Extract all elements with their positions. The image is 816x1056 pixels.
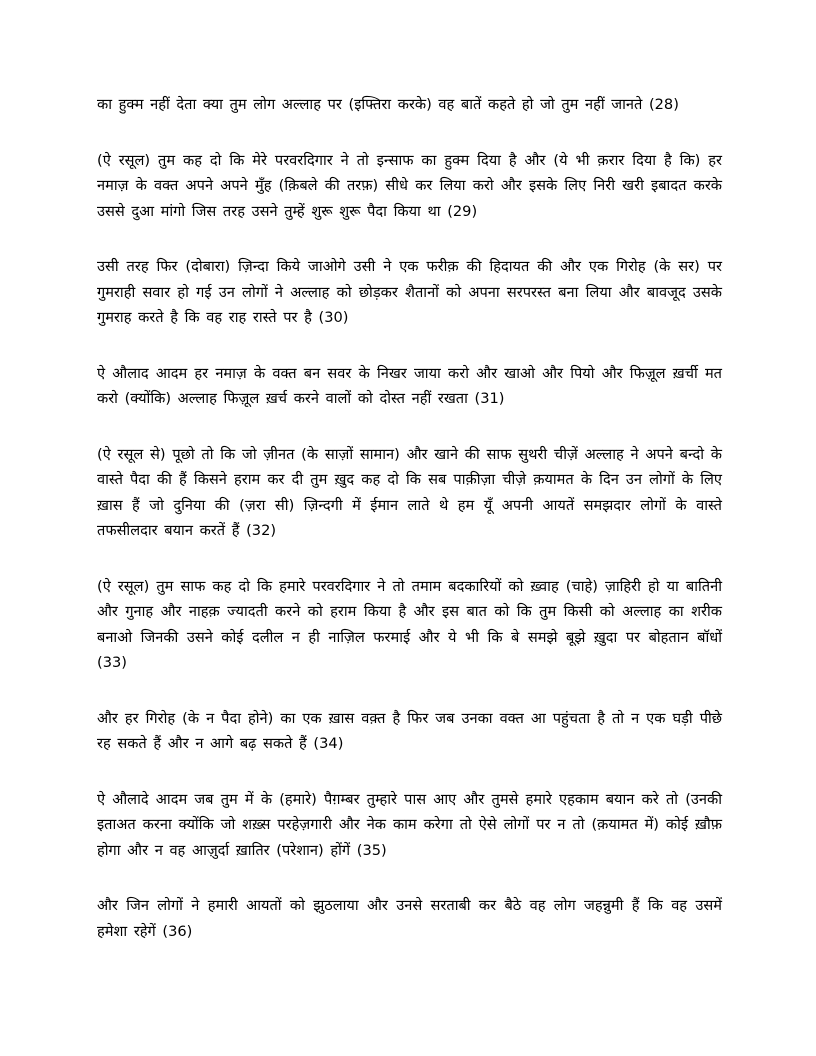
verse-paragraph-28: का हुक्म नहीं देता क्या तुम लोग अल्लाह पर (इफ्तिरा करके) वह बातें कहते हो जो तुम नहीं जानते (28) xyxy=(97,96,679,113)
verse-paragraph-33: (ऐ रसूल) तुम साफ कह दो कि हमारे परवरदिगार ने तो तमाम बदकारियों को ख़्वाह (चाहे) ज़ाहिरी हो या बातिनी और गुनाह और नाहक़ ज्यादती करने को हराम किया है और इस बात को कि तुम किसी को अल्लाह का शरीक बनाओ जिनकी उसने कोई दलील न ही नाज़िल फरमाई और ये भी कि बे समझे बूझे ख़ुदा पर बोहतान बॉधों (33) xyxy=(97,577,722,671)
verse-paragraph-29: (ऐ रसूल) तुम कह दो कि मेरे परवरदिगार ने तो इन्साफ का हुक्म दिया है और (ये भी क़रार दिया है कि) हर नमाज़ के वक्त अपने अपने मुँह (क़िबले की तरफ़) सीधे कर लिया करो और इसके लिए निरी खरी इबादत करके उससे दुआ मांगो जिस तरह उसने तुम्हें शुरू शुरू पैदा किया था (29) xyxy=(97,151,722,220)
verse-paragraph-32: (ऐ रसूल से) पूछो तो कि जो ज़ीनत (के साज़ों सामान) और खाने की साफ सुथरी चीज़ें अल्लाह ने अपने बन्दो के वास्ते पैदा की हैं किसने हराम कर दी तुम ख़ुद कह दो कि सब पाक़ीज़ा चीज़े क़यामत के दिन उन लोगों के लिए ख़ास हैं जो दुनिया की (ज़रा सी) ज़िन्दगी में ईमान लाते थे हम यूँ अपनी आयतें समझदार लोगों के वास्ते तफसीलदार बयान करतें हैं (32) xyxy=(97,445,722,539)
document-page xyxy=(97,92,722,974)
verse-paragraph-36: और जिन लोगों ने हमारी आयतों को झुठलाया और उनसे सरताबी कर बैठे वह लोग जहन्नुमी हैं कि वह उसमें हमेशा रहेगें (36) xyxy=(97,897,722,940)
verse-paragraph-31: ऐ औलाद आदम हर नमाज़ के वक्त बन सवर के निखर जाया करो और खाओ और पियो और फिज़ूल ख़र्ची मत करो (क्योंकि) अल्लाह फिज़ूल ख़र्च करने वालों को दोस्त नहीं रखता (31) xyxy=(97,364,722,407)
verse-paragraph-30: उसी तरह फिर (दोबारा) ज़िन्दा किये जाओगे उसी ने एक फरीक़ की हिदायत की और एक गिरोह (के सर) पर गुमराही सवार हो गई उन लोगों ने अल्लाह को छोड़कर शैतानों को अपना सरपरस्त बना लिया और बावजूद उसके गुमराह करते है कि वह राह रास्ते पर है (30) xyxy=(97,258,722,326)
verse-paragraph-35: ऐ औलादे आदम जब तुम में के (हमारे) पैग़म्बर तुम्हारे पास आए और तुमसे हमारे एहकाम बयान करे तो (उनकी इताअत करना क्योंकि जो शख़्स परहेज़गारी और नेक काम करेगा तो ऐसे लोगों पर न तो (क़यामत में) कोई ख़ौफ़ होगा और न वह आज़ुर्दा ख़ातिर (परेशान) होंगें (35) xyxy=(97,790,722,859)
verse-paragraph-34: और हर गिरोह (के न पैदा होने) का एक ख़ास वक़्त है फिर जब उनका वक्त आ पहुंचता है तो न एक घड़ी पीछे रह सकते हैं और न आगे बढ़ सकते हैं (34) xyxy=(97,709,722,752)
